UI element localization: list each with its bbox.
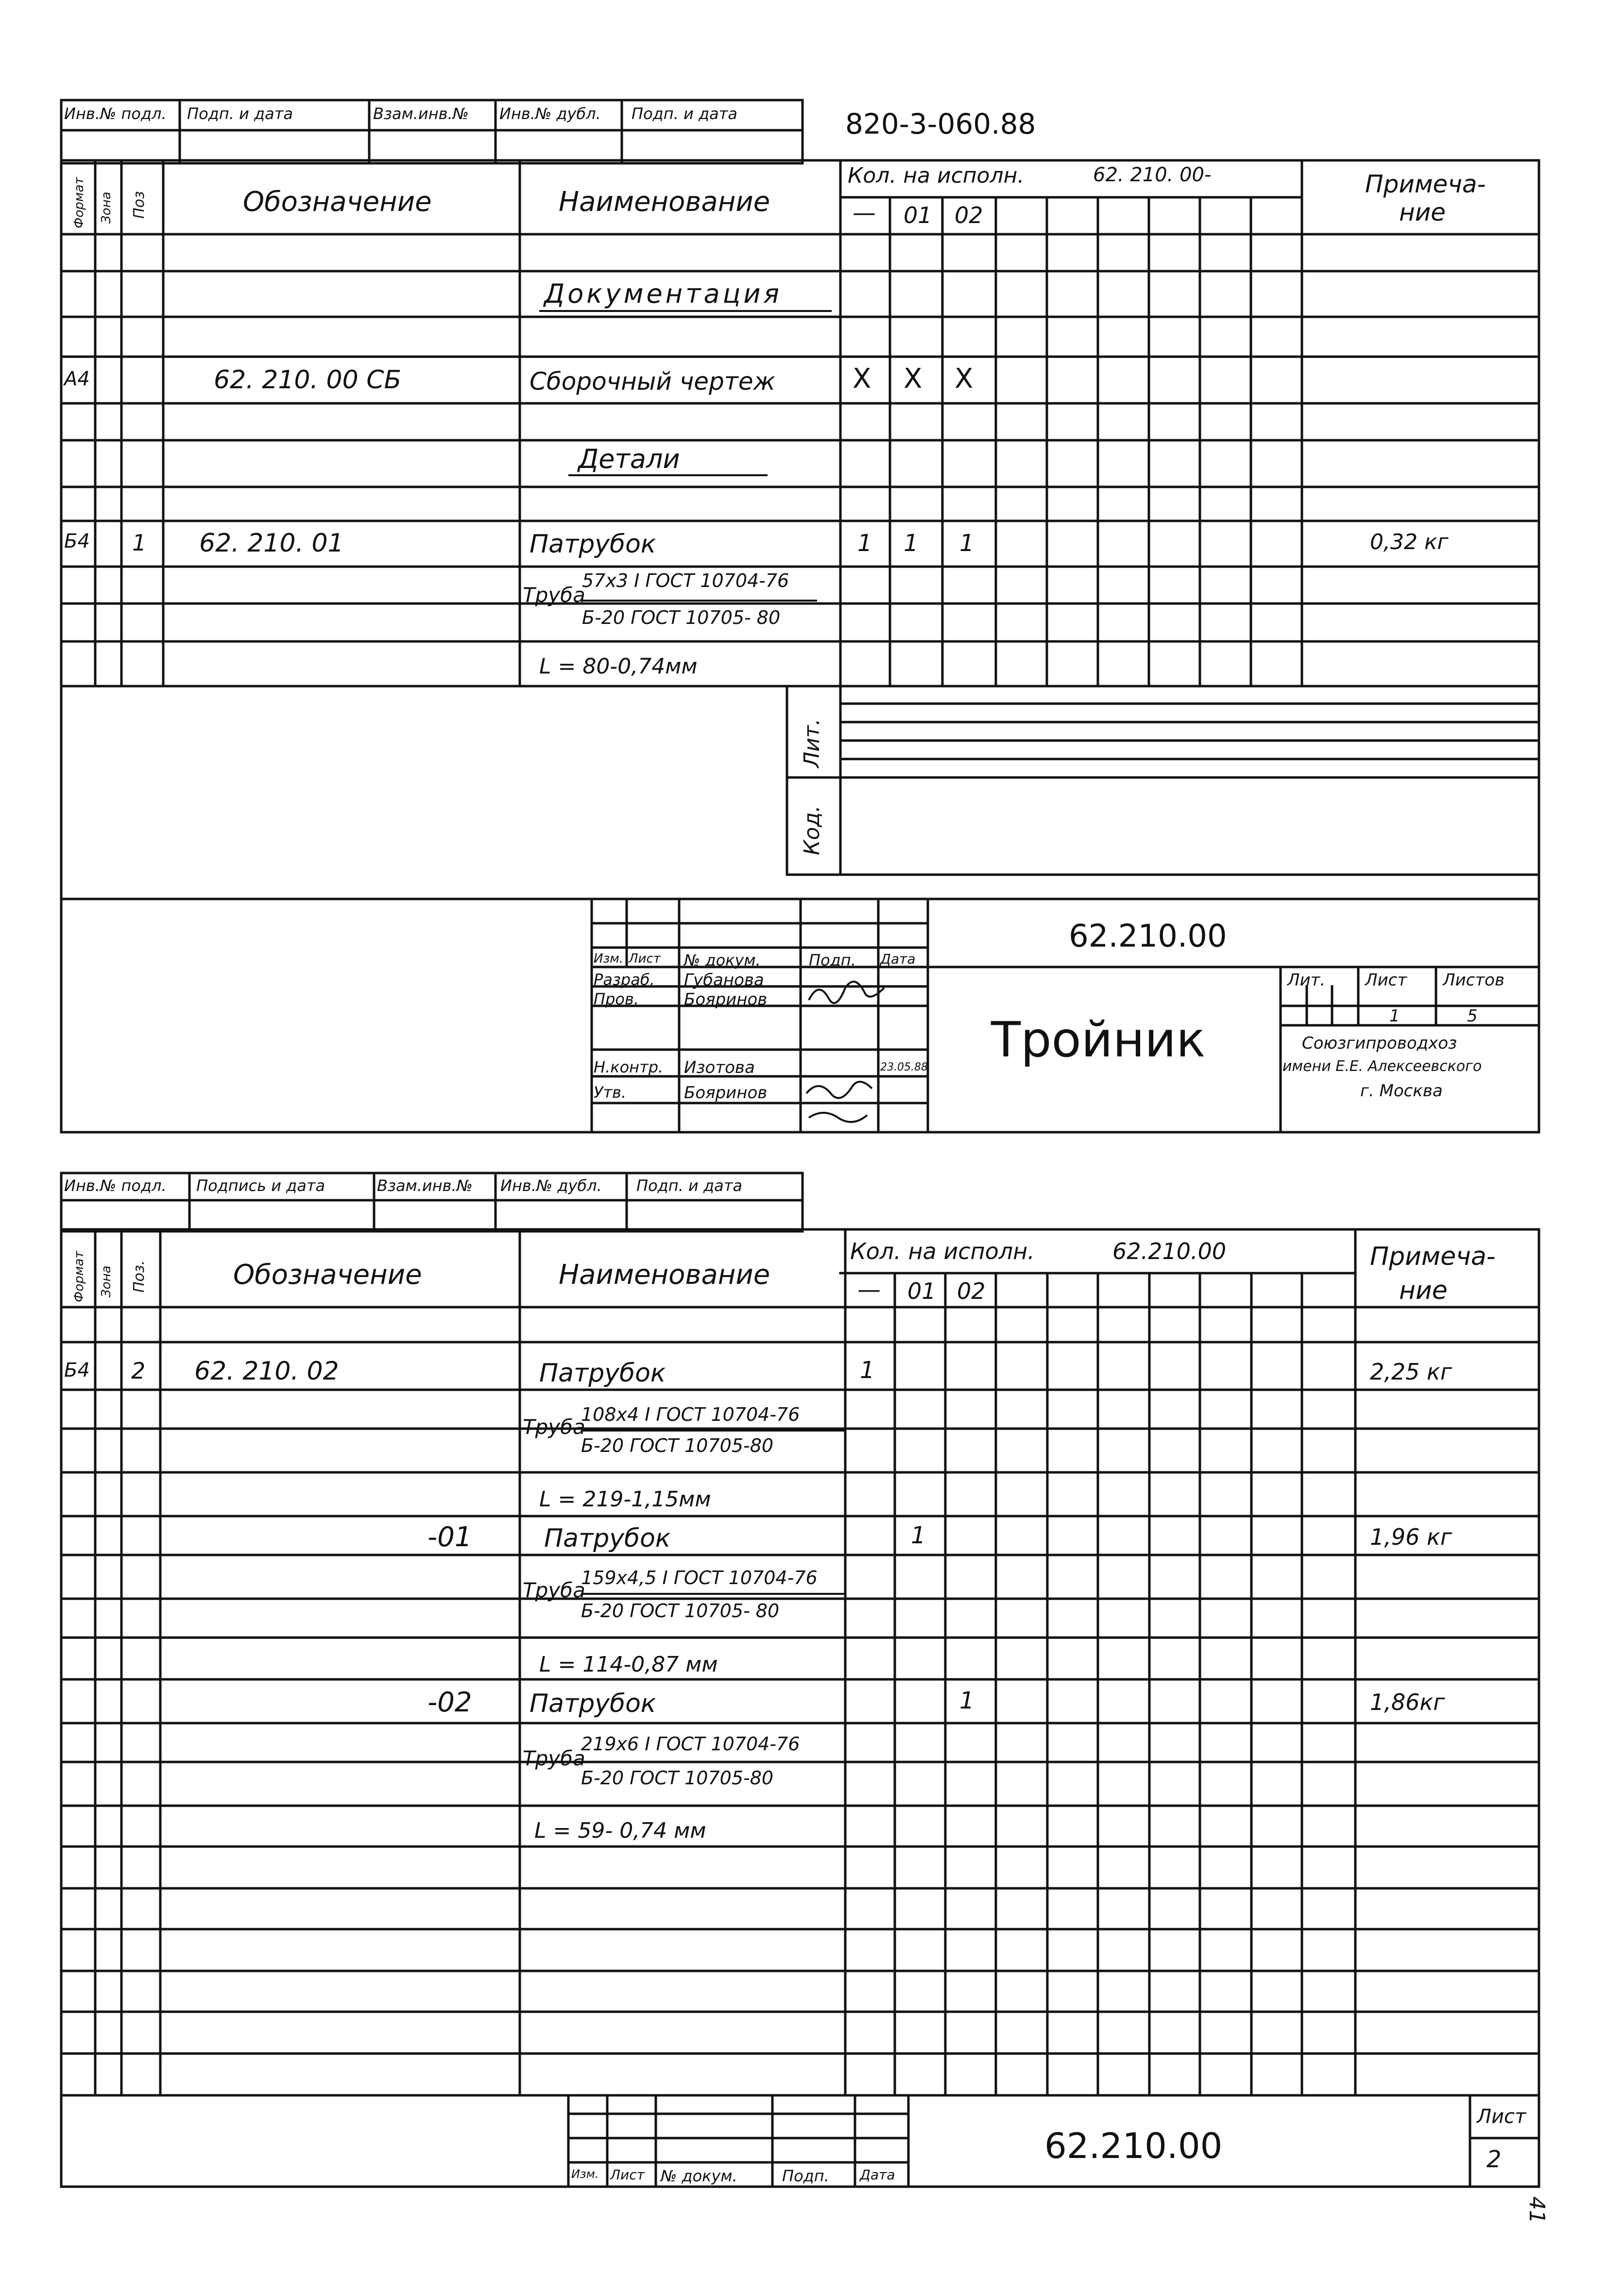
s2-header-name: Наименование [559, 1259, 770, 1291]
tb1-title: Тройник [991, 1011, 1206, 1068]
s2-item3-designation: -02 [427, 1687, 472, 1718]
part-designation: 62. 210. 01 [199, 529, 344, 558]
s2-item2-pipe-spec-1: 159х4,5 I ГОСТ 10704-76 [581, 1567, 818, 1588]
s2-header-note-2: ние [1399, 1276, 1448, 1305]
tb1-sheets-value: 5 [1467, 1006, 1478, 1026]
s2-header-format: Формат [72, 1251, 86, 1302]
s2-item1-designation: 62. 210. 02 [194, 1357, 339, 1386]
tb2-col-sign: Подп. [782, 2167, 829, 2185]
s2-header-pos: Поз. [131, 1260, 148, 1293]
s2-approval-sign-date-2: Подп. и дата [636, 1176, 742, 1195]
tb1-org-1: Союзгипроводхоз [1302, 1034, 1457, 1053]
header-variant-01: 01 [904, 202, 932, 228]
tb1-name-normcontrol: Изотова [684, 1058, 755, 1077]
s2-item2-pipe-spec-2: Б-20 ГОСТ 10705- 80 [581, 1600, 780, 1622]
s2-item3-name: Патрубок [530, 1689, 656, 1718]
s2-item2-note: 1,96 кг [1370, 1524, 1452, 1550]
kod-label: Код. [800, 805, 824, 855]
header-designation: Обозначение [243, 186, 432, 218]
tb2-col-docnum: № докум. [661, 2167, 737, 2185]
tb2-sheet-label: Лист [1477, 2106, 1526, 2128]
header-zone: Зона [99, 191, 114, 224]
s2-item2-qty: 1 [911, 1522, 926, 1549]
tb1-lit-label: Лит. [1287, 970, 1326, 990]
part-note: 0,32 кг [1370, 530, 1449, 554]
header-qty-title: Кол. на исполн. [848, 163, 1025, 188]
tb1-name-approver: Бояринов [684, 1083, 768, 1103]
header-variant-base: — [853, 199, 876, 226]
s2-item1-name: Патрубок [539, 1359, 666, 1388]
s2-item3-pipe-spec-1: 219х6 I ГОСТ 10704-76 [581, 1733, 800, 1755]
section-documentation: Документация [544, 278, 782, 309]
s2-item2-pipe-prefix: Труба [523, 1578, 585, 1602]
s2-item3-pipe-prefix: Труба [523, 1746, 585, 1770]
s2-header-variant-02: 02 [957, 1278, 986, 1304]
s2-item3-length: L = 59- 0,74 мм [534, 1818, 706, 1843]
s2-item1-format: Б4 [64, 1359, 90, 1381]
s2-item1-pipe-spec-2: Б-20 ГОСТ 10705-80 [581, 1435, 774, 1456]
approval-dup-inv: Инв.№ дубл. [499, 104, 601, 123]
s2-item1-length: L = 219-1,15мм [539, 1487, 711, 1512]
tb1-org-3: г. Москва [1360, 1081, 1443, 1101]
tb1-doc-number: 62.210.00 [1069, 918, 1227, 954]
approval-sign-date-2: Подп. и дата [632, 104, 737, 123]
tb2-doc-number: 62.210.00 [1044, 2125, 1223, 2166]
approval-sign-date: Подп. и дата [187, 104, 293, 123]
tb2-sheet-value: 2 [1486, 2146, 1502, 2173]
tb2-col-date: Дата [860, 2167, 895, 2183]
s2-item1-pipe-spec-1: 108х4 I ГОСТ 10704-76 [581, 1404, 800, 1425]
s2-item3-note: 1,86кг [1370, 1689, 1445, 1715]
tb1-col-docnum: № докум. [684, 951, 761, 969]
doc-mark-01: X [904, 363, 923, 395]
s2-header-note-1: Примеча- [1370, 1242, 1496, 1271]
part-pos: 1 [132, 530, 147, 556]
s2-header-qty-code: 62.210.00 [1112, 1238, 1227, 1264]
s2-item2-designation: -01 [427, 1521, 472, 1553]
signature-marks [806, 982, 884, 1122]
tb1-date-normcontrol: 23.05.88 [880, 1061, 928, 1073]
tb1-role-approver: Утв. [594, 1083, 627, 1102]
part-qty-01: 1 [904, 530, 919, 557]
s2-item2-name: Патрубок [544, 1524, 671, 1553]
header-pos: Поз [131, 191, 148, 219]
s2-header-variant-01: 01 [907, 1278, 936, 1304]
s2-item3-pipe-spec-2: Б-20 ГОСТ 10705-80 [581, 1767, 774, 1789]
section-parts: Детали [578, 444, 680, 474]
tb1-name-checker: Бояринов [684, 990, 768, 1009]
part-qty-02: 1 [959, 530, 974, 557]
lit-label: Лит. [800, 718, 824, 768]
part-name: Патрубок [530, 530, 656, 559]
tb1-role-developer: Разраб. [594, 970, 655, 989]
header-name: Наименование [559, 186, 770, 218]
tb2-col-list: Лист [610, 2167, 645, 2183]
s2-item1-note: 2,25 кг [1370, 1359, 1452, 1385]
approval-inv-no: Инв.№ подл. [64, 104, 167, 123]
tb1-col-list: Лист [629, 951, 661, 966]
doc-mark-02: X [955, 363, 974, 395]
tb1-org-2: имени Е.Е. Алексеевского [1282, 1058, 1482, 1075]
doc-format: А4 [64, 368, 90, 390]
top-document-code: 820-3-060.88 [845, 107, 1036, 140]
s2-item1-pos: 2 [131, 1358, 146, 1384]
s2-item3-qty: 1 [959, 1687, 974, 1714]
header-format: Формат [72, 177, 86, 228]
tb1-role-checker: Пров. [594, 990, 639, 1008]
part-length: L = 80-0,74мм [539, 654, 698, 679]
doc-designation: 62. 210. 00 СБ [214, 365, 402, 395]
pipe-prefix: Труба [523, 583, 585, 607]
header-note-1: Примеча- [1365, 170, 1486, 198]
s2-approval-dup-inv: Инв.№ дубл. [500, 1176, 602, 1195]
tb2-col-izm: Изм. [571, 2167, 599, 2181]
s2-header-zone: Зона [99, 1265, 114, 1297]
part-qty-base: 1 [857, 530, 872, 557]
tb1-col-izm: Изм. [594, 951, 624, 966]
s2-item1-pipe-prefix: Труба [523, 1415, 585, 1439]
tb1-col-sign: Подп. [809, 951, 856, 969]
header-qty-code: 62. 210. 00- [1093, 164, 1212, 186]
pipe-spec-1: 57х3 I ГОСТ 10704-76 [582, 570, 789, 591]
doc-name: Сборочный чертеж [530, 367, 775, 396]
s2-header-qty-title: Кол. на исполн. [850, 1238, 1035, 1264]
s2-item2-length: L = 114-0,87 мм [539, 1652, 718, 1677]
tb1-col-date: Дата [880, 951, 916, 967]
tb1-sheets-label: Листов [1443, 970, 1505, 990]
s2-header-designation: Обозначение [233, 1259, 422, 1291]
header-variant-02: 02 [955, 202, 983, 228]
header-note-2: ние [1399, 198, 1446, 226]
doc-mark-base: X [853, 363, 871, 395]
approval-replaced-inv: Взам.инв.№ [373, 104, 469, 123]
s2-item1-qty: 1 [860, 1357, 875, 1384]
pipe-spec-2: Б-20 ГОСТ 10705- 80 [582, 607, 781, 628]
tb1-sheet-label: Лист [1365, 970, 1407, 990]
tb1-role-normcontrol: Н.контр. [594, 1058, 664, 1076]
tb1-sheet-value: 1 [1389, 1006, 1400, 1026]
part-format: Б4 [64, 530, 90, 552]
s2-approval-sign-date: Подпись и дата [196, 1176, 325, 1195]
margin-page-number: 41 [1524, 2196, 1549, 2224]
s2-header-variant-base: — [857, 1276, 881, 1303]
tb1-name-developer: Губанова [684, 970, 764, 990]
s2-approval-inv-no: Инв.№ подл. [64, 1176, 167, 1195]
s2-approval-replaced-inv: Взам.инв.№ [377, 1176, 473, 1195]
